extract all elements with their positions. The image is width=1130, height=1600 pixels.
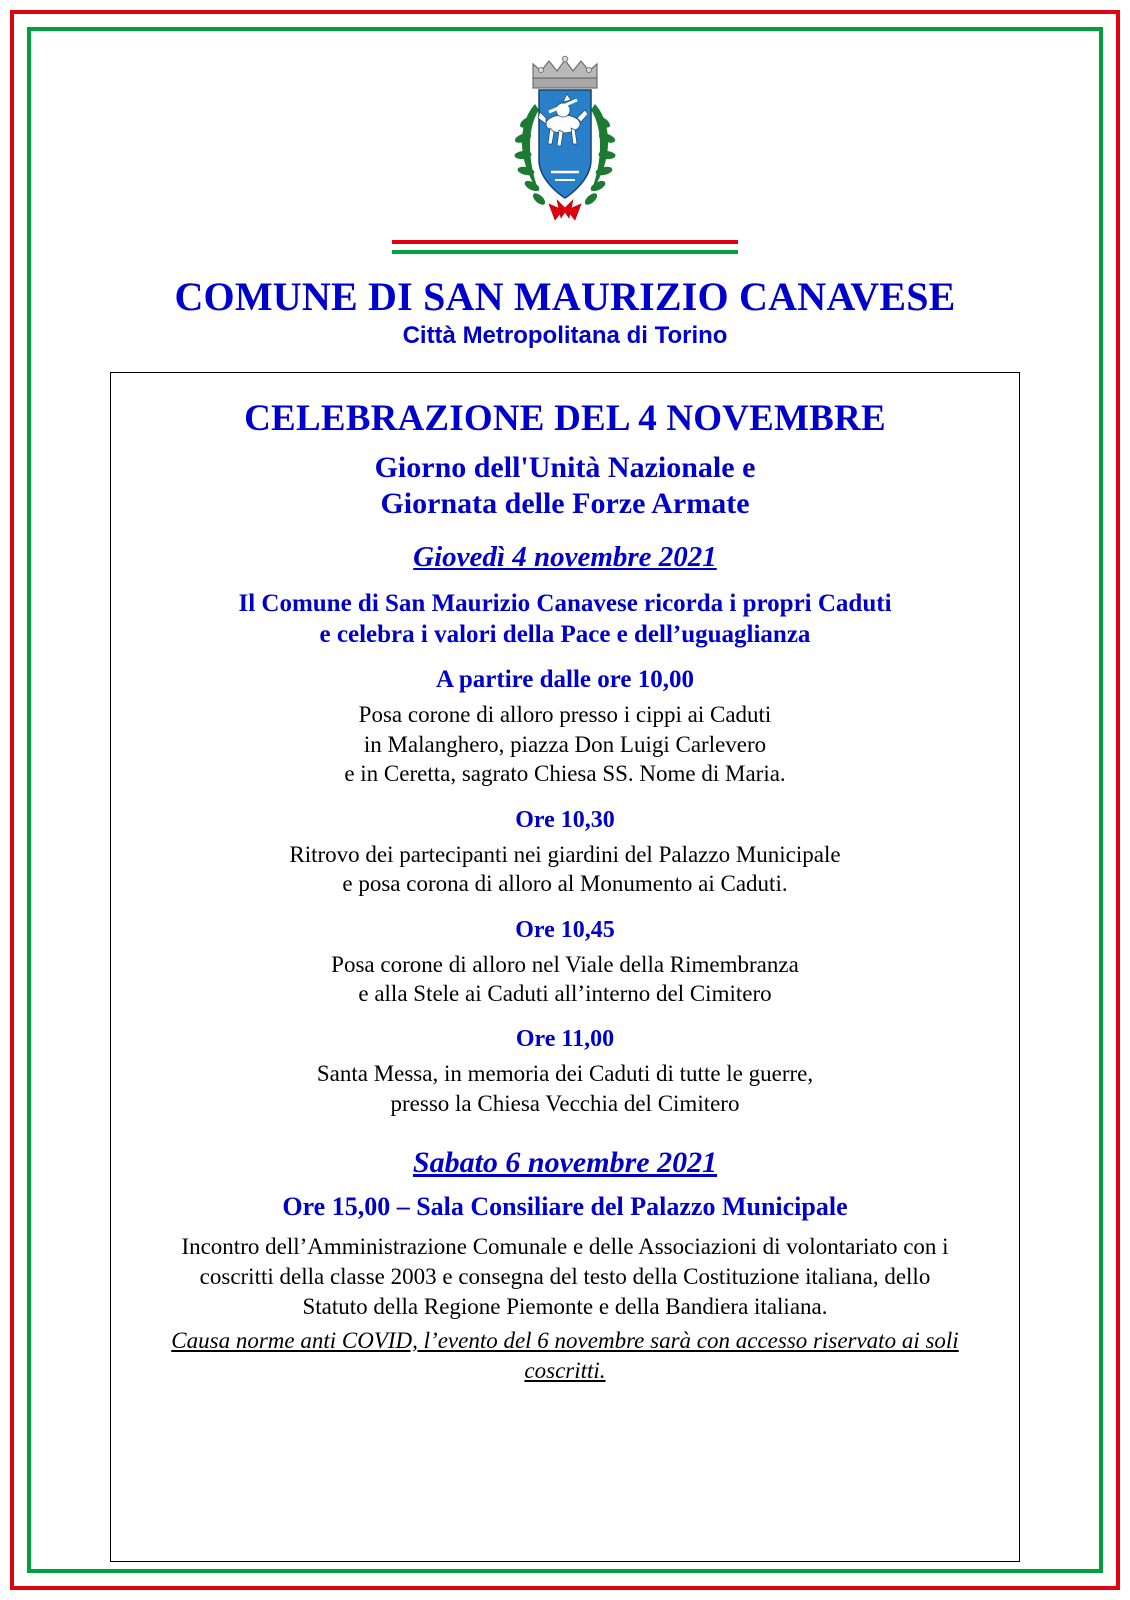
schedule-item-0-description [135,700,995,788]
schedule-item-0-line-2: e in Ceretta, sagrato Chiesa SS. Nome di Maria. [344,761,786,787]
second-event-date: Sabato 6 novembre 2021 [412,1146,718,1180]
schedule-item-1-time: Ore 10,30 [515,806,615,833]
intro-line-1: Il Comune di San Maurizio Canavese ricorda i propri Caduti [238,589,892,617]
second-event-description-line-3: Statuto della Regione Piemonte e della Bandiera italiana. [302,1294,828,1320]
celebration-subtitle-line-2: Giornata delle Forze Armate [380,487,750,521]
announcement-box [110,372,1020,1562]
celebration-subtitle [135,450,995,523]
covid-notice-line-2: coscritti. [524,1357,606,1383]
tricolor-divider [392,240,738,254]
coat-of-arms-icon [505,52,625,232]
poster-content [40,38,1090,1562]
start-time-heading: A partire dalle ore 10,00 [435,666,695,694]
divider-red-line [392,240,738,244]
first-event-date: Giovedì 4 novembre 2021 [413,540,717,573]
covid-notice [135,1326,995,1386]
schedule-item-3-line-1: presso la Chiesa Vecchia del Cimitero [390,1090,740,1116]
schedule-item-0-line-1: in Malanghero, piazza Don Luigi Carlevero [363,731,767,757]
second-event-description-line-2: coscritti della classe 2003 e consegna del testo della Costituzione italiana, dello [199,1264,931,1290]
schedule-item-3-line-0: Santa Messa, in memoria dei Caduti di tutte le guerre, [316,1061,814,1087]
schedule-item-3-time: Ore 11,00 [515,1026,615,1053]
intro-line-2: e celebra i valori della Pace e dell’uguaglianza [319,621,811,649]
schedule-item-3-description [135,1059,995,1118]
celebration-subtitle-line-1: Giorno dell'Unità Nazionale e [374,450,756,484]
schedule-item-1-description [135,840,995,899]
schedule-item-2-description [135,950,995,1009]
intro-text [135,588,995,651]
municipality-subtitle: Città Metropolitana di Torino [402,322,728,349]
divider-green-line [392,250,738,254]
covid-notice-line-1: Causa norme anti COVID, l’evento del 6 novembre sarà con accesso riservato ai soli [171,1327,959,1353]
second-event-description-line-1: Incontro dell’Amministrazione Comunale e delle Associazioni di volontariato con i [181,1234,949,1260]
schedule-item-1-line-0: Ritrovo dei partecipanti nei giardini del Palazzo Municipale [289,841,841,867]
celebration-title: CELEBRAZIONE DEL 4 NOVEMBRE [244,398,886,439]
schedule-item-0-line-0: Posa corone di alloro presso i cippi ai Caduti [358,702,772,728]
schedule-item-2-line-0: Posa corone di alloro nel Viale della Rimembranza [331,951,799,977]
schedule-item-1-line-1: e posa corona di alloro al Monumento ai Caduti. [342,871,788,897]
second-event-place: Ore 15,00 – Sala Consiliare del Palazzo Municipale [282,1192,848,1222]
municipality-title: COMUNE DI SAN MAURIZIO CANAVESE [174,274,956,319]
schedule-item-2-time: Ore 10,45 [515,916,615,943]
second-event-description [135,1232,995,1322]
schedule-item-2-line-1: e alla Stele ai Caduti all’interno del Cimitero [358,981,772,1006]
